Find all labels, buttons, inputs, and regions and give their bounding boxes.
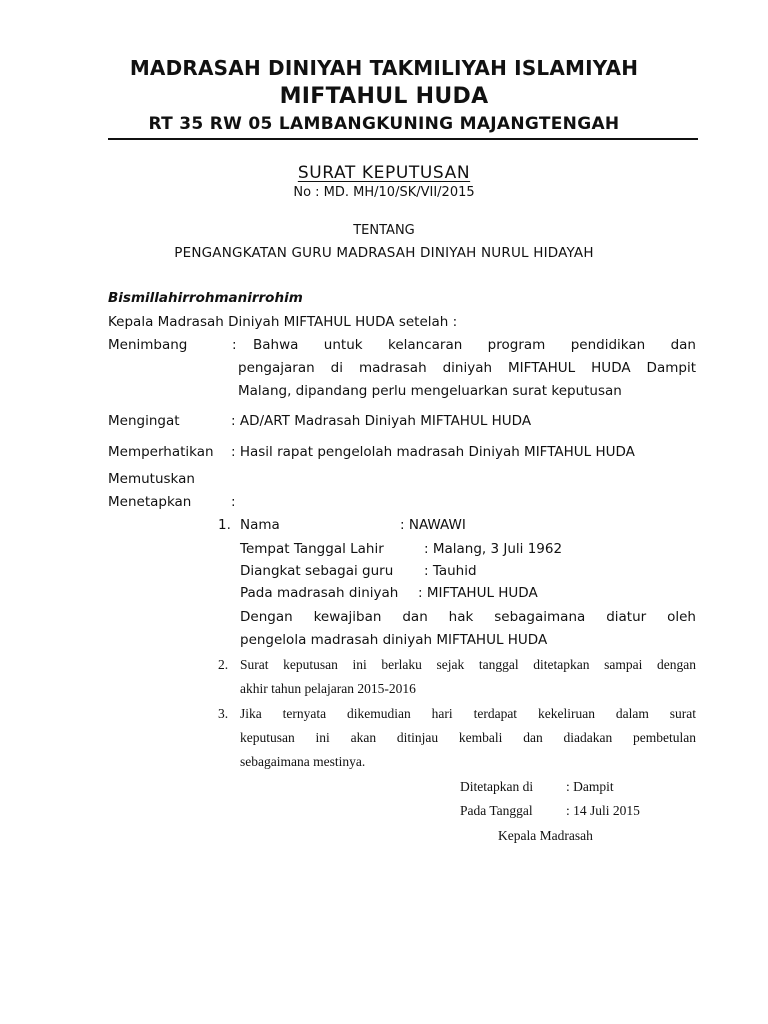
item-1-guru-label: Diangkat sebagai guru (240, 563, 394, 579)
item-2-line-2: akhir tahun pelajaran 2015-2016 (240, 681, 416, 696)
mengingat-text: : AD/ART Madrasah Diniyah MIFTAHUL HUDA (231, 413, 532, 429)
item-1-ttl-label: Tempat Tanggal Lahir (240, 541, 384, 557)
item-1-nama-value: : NAWAWI (400, 517, 466, 533)
item-3-line-2: keputusan ini akan ditinjau kembali dan diadakan pembetulan (240, 730, 696, 745)
menimbang-label: Menimbang (108, 337, 188, 353)
letterhead-address: RT 35 RW 05 LAMBANGKUNING MAJANGTENGAH (148, 114, 620, 134)
document-number: No : MD. MH/10/SK/VII/2015 (293, 185, 475, 200)
item-2-number: 2. (218, 657, 229, 672)
item-1-madrasah-value: : MIFTAHUL HUDA (418, 585, 538, 601)
letterhead-institution: MADRASAH DINIYAH TAKMILIYAH ISLAMIYAH (129, 56, 639, 80)
basmalah: Bismillahirrohmanirrohim (108, 290, 303, 306)
menetapkan-label: Menetapkan (108, 494, 192, 510)
item-1-ttl-value: : Malang, 3 Juli 1962 (424, 541, 563, 557)
menetapkan-colon: : (231, 494, 236, 510)
menimbang-line-2: pengajaran di madrasah diniyah MIFTAHUL HUDA Dampit (238, 360, 696, 376)
menimbang-line-1: Bahwa untuk kelancaran program pendidikan dan (253, 337, 696, 353)
item-1-duty-line-1: Dengan kewajiban dan hak sebagaimana diatur oleh (240, 609, 696, 625)
item-3-number: 3. (218, 706, 229, 721)
letterhead-divider (108, 138, 698, 140)
item-1-madrasah-label: Pada madrasah diniyah (240, 585, 399, 601)
document-subject: PENGANGKATAN GURU MADRASAH DINIYAH NURUL HIDAYAH (174, 245, 594, 261)
item-1-nama-label: Nama (240, 517, 280, 533)
signature-place-label: Ditetapkan di (460, 779, 534, 794)
about-label: TENTANG (353, 223, 415, 238)
signature-date-value: : 14 Juli 2015 (566, 803, 640, 818)
letterhead-school-name: MIFTAHUL HUDA (279, 84, 489, 109)
item-1-number: 1. (218, 517, 231, 533)
signature-place-value: : Dampit (566, 779, 614, 794)
memutuskan-label: Memutuskan (108, 471, 195, 487)
signature-position: Kepala Madrasah (498, 828, 593, 843)
mengingat-label: Mengingat (108, 413, 180, 429)
document-title (0, 163, 768, 183)
intro-text: Kepala Madrasah Diniyah MIFTAHUL HUDA setelah : (108, 314, 458, 330)
memperhatikan-text: : Hasil rapat pengelolah madrasah Diniyah MIFTAHUL HUDA (231, 444, 635, 460)
item-1-duty-line-2: pengelola madrasah diniyah MIFTAHUL HUDA (240, 632, 548, 648)
item-3-line-3: sebagaimana mestinya. (240, 754, 366, 769)
memperhatikan-label: Memperhatikan (108, 444, 214, 460)
menimbang-line-3: Malang, dipandang perlu mengeluarkan surat keputusan (238, 383, 622, 399)
menimbang-colon: : (232, 337, 237, 353)
item-3-line-1: Jika ternyata dikemudian hari terdapat kekeliruan dalam surat (240, 706, 696, 721)
signature-date-label: Pada Tanggal (460, 803, 533, 818)
item-1-guru-value: : Tauhid (424, 563, 477, 579)
document-title-text: SURAT KEPUTUSAN (297, 163, 471, 183)
item-2-line-1: Surat keputusan ini berlaku sejak tanggal ditetapkan sampai dengan (240, 657, 696, 672)
